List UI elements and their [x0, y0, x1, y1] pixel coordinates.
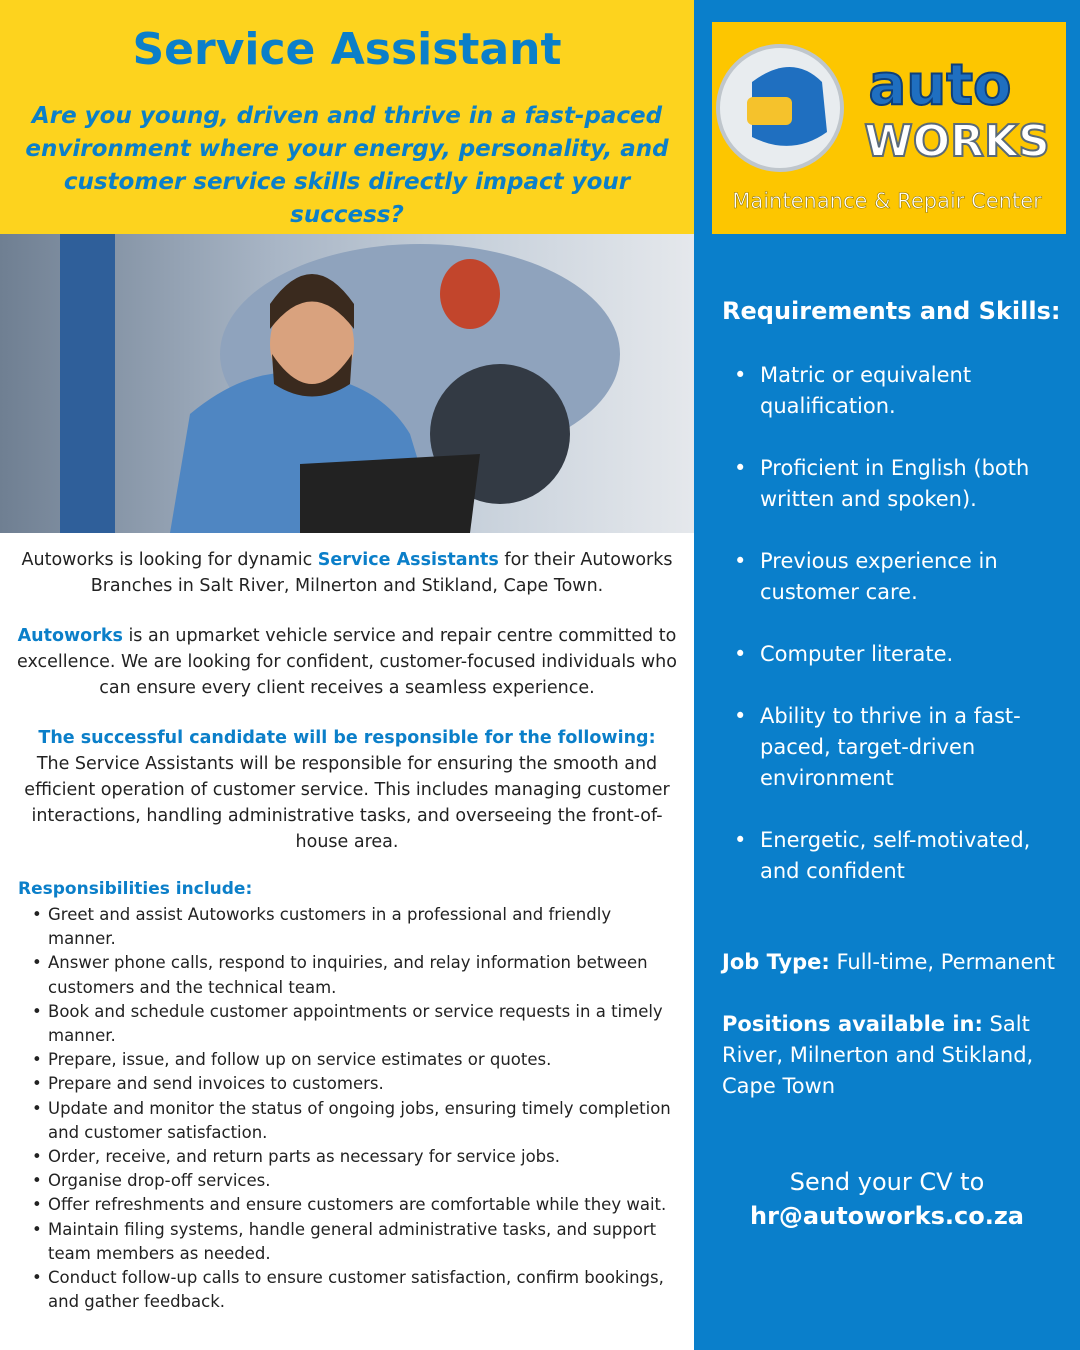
mechanic-photo — [0, 234, 694, 533]
svg-text:WORKS: WORKS — [864, 116, 1050, 167]
list-item: • Ability to thrive in a fast-paced, target-driven environment — [734, 701, 1064, 794]
list-item: • Greet and assist Autoworks customers in a professional and friendly manner. — [30, 903, 680, 951]
responsibilities-heading: Responsibilities include: — [18, 879, 253, 899]
photo-illustration — [0, 234, 694, 533]
tagline: Are you young, driven and thrive in a fast-paced environment where your energy, personality, and customer service skills directly impact your success? — [25, 103, 669, 228]
cta — [694, 1165, 1080, 1233]
list-item: • Offer refreshments and ensure customers are comfortable while they wait. — [30, 1193, 680, 1217]
autoworks-logo — [712, 22, 1066, 234]
cta-text: Send your CV to — [789, 1168, 985, 1196]
list-item: • Order, receive, and return parts as necessary for service jobs. — [30, 1145, 680, 1169]
svg-text:auto: auto — [868, 53, 1012, 118]
header-banner — [0, 0, 694, 234]
list-item: • Computer literate. — [734, 639, 1064, 670]
list-item: • Book and schedule customer appointments or service requests in a timely manner. — [30, 1000, 680, 1048]
list-item: • Conduct follow-up calls to ensure customer satisfaction, confirm bookings, and gather feedback. — [30, 1266, 680, 1314]
list-item: • Answer phone calls, respond to inquiries, and relay information between customers and the technical team. — [30, 951, 680, 999]
email-link[interactable]: hr@autoworks.co.za — [749, 1202, 1025, 1230]
positions-available: Positions available in: Salt River, Milnerton and Stikland, Cape Town — [722, 1012, 1034, 1098]
role-paragraph: The successful candidate will be responsible for the following: The Service Assistants will be responsible for ensuring the smooth and efficient operation of customer service. This includes managing customer interactions, handling administrative tasks, and overseeing the front-of-house area. — [24, 728, 670, 852]
page-title: Service Assistant — [132, 24, 562, 75]
requirements-heading: Requirements and Skills: — [722, 297, 1061, 325]
list-item: • Proficient in English (both written and spoken). — [734, 453, 1064, 515]
list-item: • Prepare, issue, and follow up on service estimates or quotes. — [30, 1048, 680, 1072]
list-item: • Update and monitor the status of ongoing jobs, ensuring timely completion and customer satisfaction. — [30, 1097, 680, 1145]
intro-paragraph: Autoworks is looking for dynamic Service Assistants for their Autoworks Branches in Salt River, Milnerton and Stikland, Cape Town. — [21, 550, 673, 596]
requirements-list — [734, 360, 1064, 887]
list-item: • Energetic, self-motivated, and confident — [734, 825, 1064, 887]
company-paragraph: Autoworks is an upmarket vehicle service and repair centre committed to excellence. We are looking for confident, customer-focused individuals who can ensure every client receives a seamless experience. — [17, 626, 677, 698]
list-item: • Prepare and send invoices to customers. — [30, 1072, 680, 1096]
list-item: • Maintain filing systems, handle general administrative tasks, and support team members as needed. — [30, 1218, 680, 1266]
list-item: • Matric or equivalent qualification. — [734, 360, 1064, 422]
right-column — [694, 0, 1080, 1350]
list-item: • Previous experience in customer care. — [734, 546, 1064, 608]
svg-text:Maintenance & Repair Center: Maintenance & Repair Center — [732, 189, 1042, 213]
responsibilities-list — [30, 903, 680, 1314]
logo-graphic — [712, 22, 1066, 234]
job-type: Job Type: Full-time, Permanent — [722, 950, 1055, 974]
list-item: • Organise drop-off services. — [30, 1169, 680, 1193]
